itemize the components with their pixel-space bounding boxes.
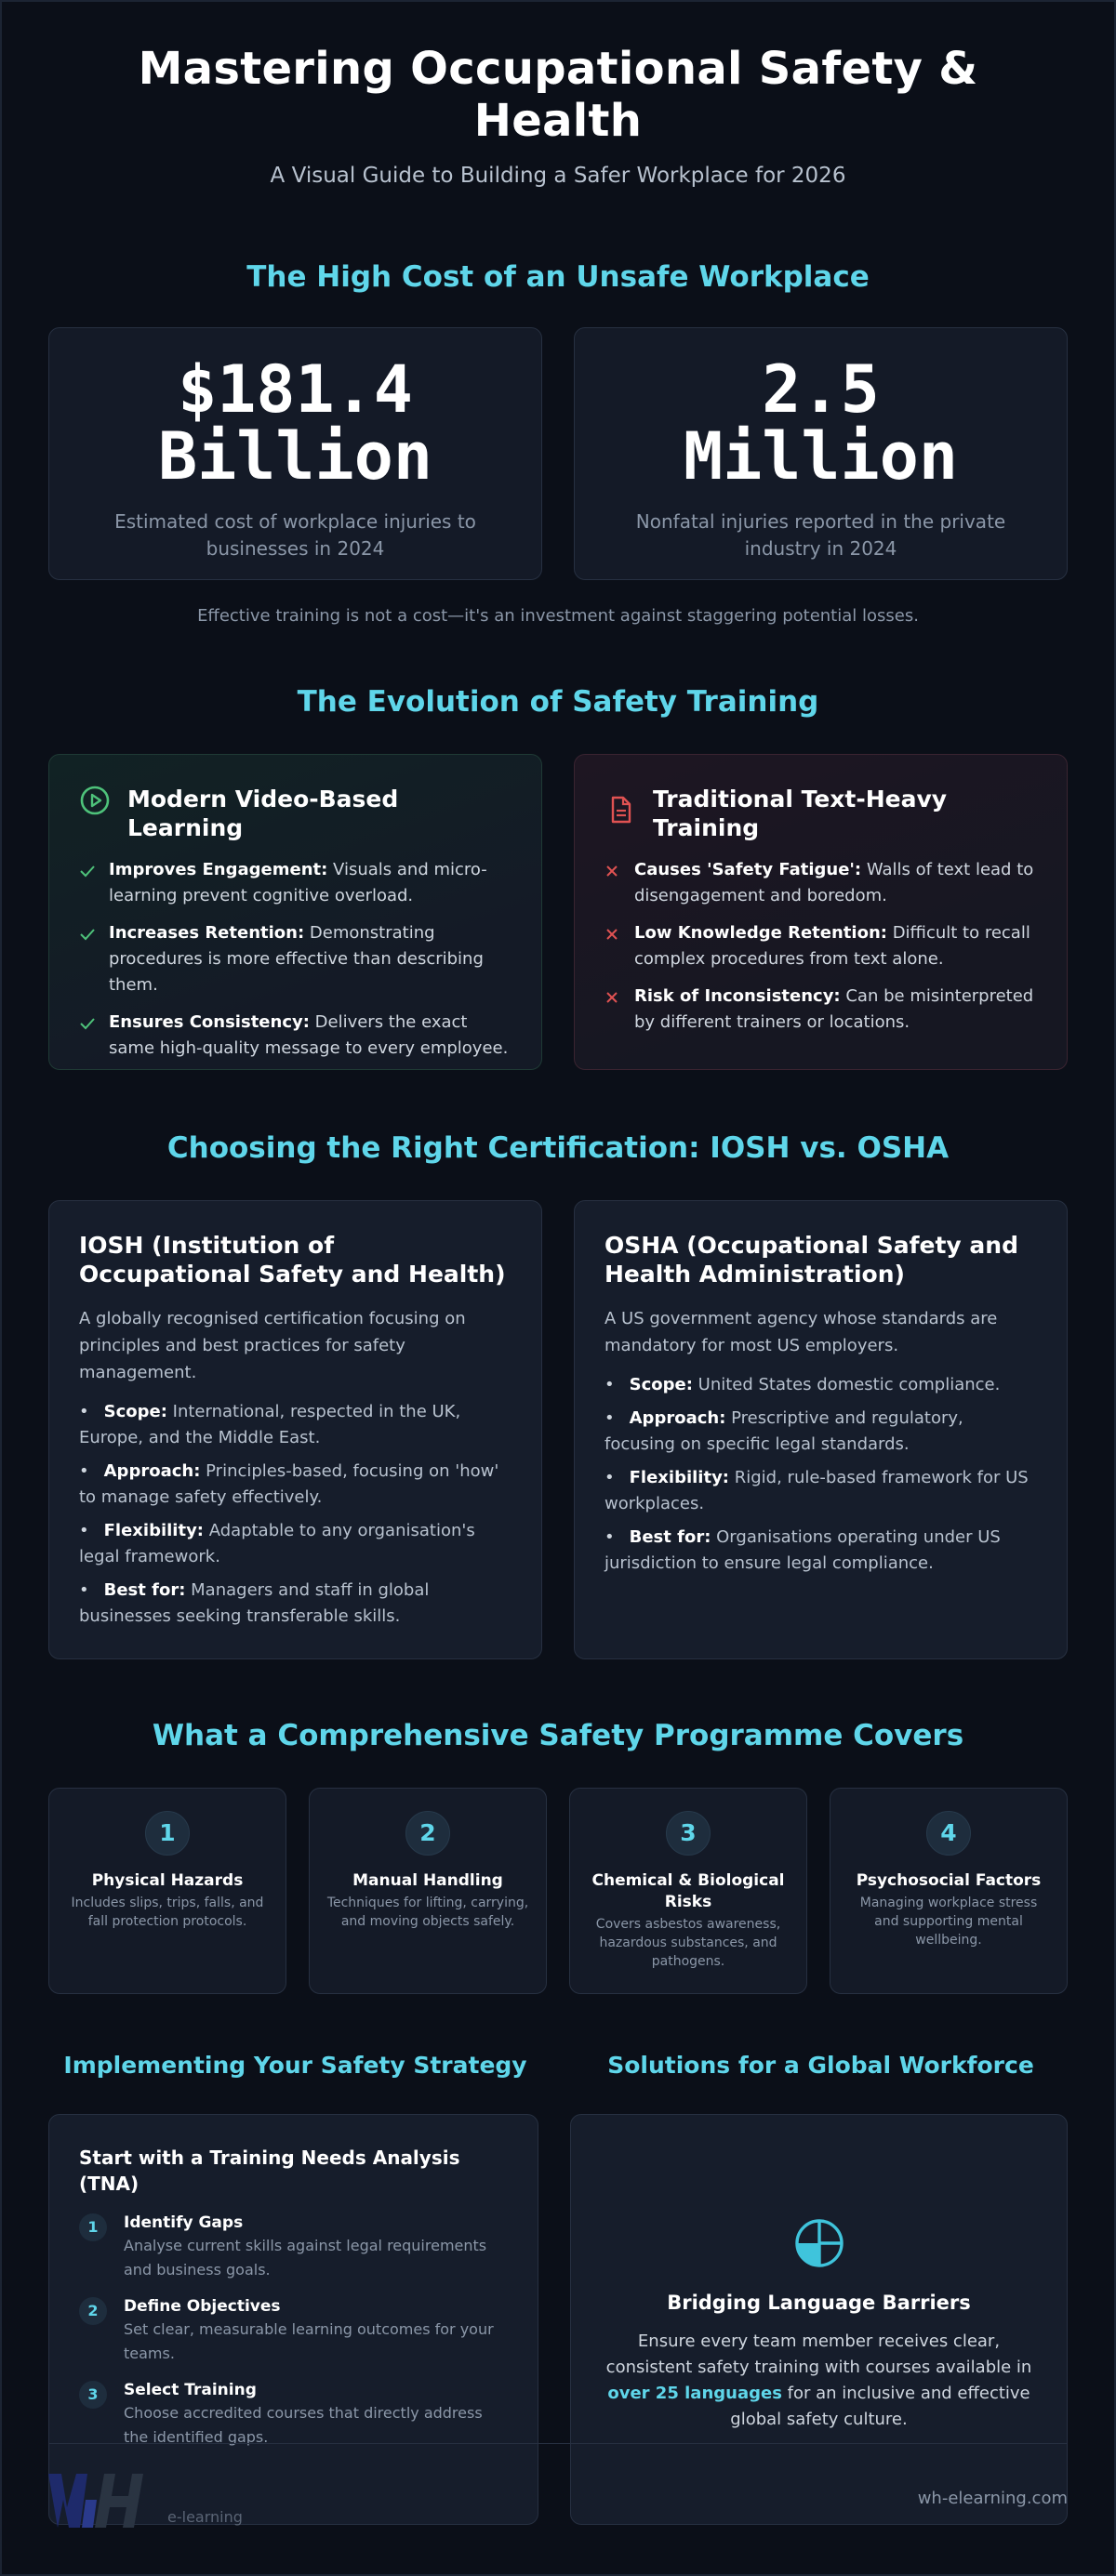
cost-stats-row [48, 327, 1068, 580]
card-description: A globally recognised certification focusing on principles and best practices for safety management. [79, 1309, 466, 1382]
global-section-title: Solutions for a Global Workforce [607, 2052, 1034, 2079]
programme-card-manual [309, 1788, 547, 1994]
step-item [79, 2379, 508, 2450]
programme-card-desc: Covers asbestos awareness, hazardous substances, and pathogens. [595, 1917, 781, 1969]
certification-section-title: Choosing the Right Certification: IOSH vs. OSHA [166, 1131, 950, 1165]
certification-row [48, 1200, 1068, 1659]
card-heading: Bridging Language Barriers [667, 2292, 971, 2314]
programme-card-title: Physical Hazards [91, 1871, 244, 1890]
step-desc: Analyse current skills against legal requirements and business goals. [124, 2237, 487, 2279]
item-bold: Flexibility: [629, 1468, 730, 1487]
list-item [604, 1465, 1037, 1517]
strategy-section-title: Implementing Your Safety Strategy [63, 2052, 527, 2079]
programme-card-desc: Managing workplace stress and supporting mental wellbeing. [859, 1896, 1038, 1948]
item-text: Principles-based, focusing on 'how' to manage safety effectively. [79, 1461, 499, 1507]
number-badge: 1 [145, 1811, 190, 1856]
text-before: Ensure every team member receives clear, consistent safety training with courses available in [605, 2332, 1032, 2377]
programme-section-title: What a Comprehensive Safety Programme Covers [152, 1719, 964, 1752]
list-item [79, 1518, 512, 1570]
step-desc: Set clear, measurable learning outcomes for your teams. [124, 2320, 494, 2362]
number-badge: 4 [926, 1811, 971, 1856]
item-text: Managers and staff in global businesses seeking transferable skills. [79, 1580, 430, 1626]
card-header [79, 785, 512, 842]
stat-value-line1: 2.5 [762, 351, 880, 428]
item-bold: Risk of Inconsistency: [634, 986, 841, 1006]
item-text: Rigid, rule-based framework for US workplaces. [604, 1468, 1029, 1513]
list-item [79, 1459, 512, 1511]
check-icon [79, 857, 98, 909]
text-after: for an inclusive and effective global safety culture. [730, 2384, 1030, 2429]
modern-training-card [48, 754, 542, 1070]
card-heading: IOSH (Institution of Occupational Safety and Health) [79, 1232, 506, 1288]
company-logo[interactable] [48, 2472, 243, 2530]
programme-card-physical [48, 1788, 286, 1994]
item-text: Visuals and micro-learning prevent cognitive overload. [109, 860, 487, 905]
stat-value-line1: $181.4 [178, 351, 413, 428]
feature-list [79, 1399, 512, 1630]
card-text [604, 2329, 1033, 2433]
item-text: Demonstrating procedures is more effective than describing them. [109, 923, 484, 995]
list-item [604, 920, 1037, 972]
stat-label: Estimated cost of workplace injuries to businesses in 2024 [114, 510, 476, 560]
item-bold: Approach: [629, 1408, 726, 1428]
item-text: International, respected in the UK, Europe, and the Middle East. [79, 1402, 461, 1447]
list-item [79, 1578, 512, 1630]
step-item [79, 2212, 508, 2282]
step-title: Define Objectives [124, 2297, 281, 2316]
item-bold: Best for: [103, 1580, 186, 1600]
stat-value-line2: Billion [157, 418, 432, 495]
card-description: A US government agency whose standards are mandatory for most US employers. [604, 1309, 998, 1355]
wh-logo-icon [48, 2472, 171, 2530]
item-bold: Flexibility: [103, 1521, 205, 1540]
programme-card-desc: Techniques for lifting, carrying, and moving objects safely. [326, 1896, 529, 1929]
page-title: Mastering Occupational Safety & Health [138, 43, 978, 147]
check-icon [79, 920, 98, 998]
cost-note: Effective training is not a cost—it's an investment against staggering potential losses. [197, 606, 919, 626]
cross-icon [604, 920, 623, 972]
item-bold: Scope: [629, 1375, 693, 1394]
feature-list [604, 1372, 1037, 1577]
osha-card [574, 1200, 1068, 1659]
item-text: Organisations operating under US jurisdiction to ensure legal compliance. [604, 1527, 1001, 1573]
item-bold: Approach: [103, 1461, 201, 1481]
item-text: United States domestic compliance. [692, 1375, 1001, 1394]
language-count-highlight: over 25 languages [607, 2384, 782, 2403]
item-bold: Low Knowledge Retention: [634, 923, 887, 943]
stat-card-injuries [574, 327, 1068, 580]
list-item [604, 1525, 1037, 1577]
footer [48, 2443, 1068, 2536]
list-item [79, 1399, 512, 1451]
cross-icon [604, 984, 623, 1036]
step-title: Select Training [124, 2381, 257, 2399]
stat-value [49, 351, 541, 495]
item-text: Delivers the exact same high-quality message to every employee. [109, 1012, 509, 1058]
card-heading: Start with a Training Needs Analysis (TNA) [79, 2147, 460, 2195]
programme-card-title: Chemical & Biological Risks [591, 1871, 785, 1911]
benefits-list [79, 857, 512, 1062]
item-bold: Causes 'Safety Fatigue': [634, 860, 862, 879]
list-item [79, 920, 512, 998]
item-text: Adaptable to any organisation's legal framework. [79, 1521, 475, 1566]
iosh-card [48, 1200, 542, 1659]
step-item [79, 2295, 508, 2366]
stat-card-cost [48, 327, 542, 580]
item-text: Prescriptive and regulatory, focusing on specific legal standards. [604, 1408, 963, 1454]
play-circle-icon [79, 785, 111, 816]
item-bold: Best for: [629, 1527, 711, 1547]
item-bold: Ensures Consistency: [109, 1012, 310, 1032]
list-item [604, 1372, 1037, 1398]
check-icon [79, 1010, 98, 1062]
stat-value-line2: Million [683, 418, 958, 495]
logo-text: e-learning [167, 2508, 243, 2526]
steps-list [79, 2212, 508, 2450]
list-item [604, 1406, 1037, 1458]
step-number: 1 [79, 2213, 107, 2241]
step-number: 2 [79, 2297, 107, 2325]
programme-card-title: Manual Handling [352, 1871, 503, 1890]
card-heading: OSHA (Occupational Safety and Health Administration) [604, 1232, 1018, 1288]
item-text: Can be misinterpreted by different trainers or locations. [634, 986, 1034, 1032]
cost-section-title: The High Cost of an Unsafe Workplace [246, 260, 870, 294]
card-heading: Traditional Text-Heavy Training [653, 786, 948, 841]
list-item [604, 857, 1037, 909]
sub-section-titles [48, 2052, 1068, 2079]
number-badge: 2 [405, 1811, 450, 1856]
number-badge: 3 [666, 1811, 711, 1856]
globe-segment-icon [793, 2217, 845, 2269]
list-item [79, 1010, 512, 1062]
drawbacks-list [604, 857, 1037, 1036]
page-subtitle: A Visual Guide to Building a Safer Workplace for 2026 [270, 164, 846, 188]
item-bold: Increases Retention: [109, 923, 305, 943]
traditional-training-card [574, 754, 1068, 1070]
stat-label: Nonfatal injuries reported in the private industry in 2024 [635, 510, 1006, 560]
programme-card-chemical [569, 1788, 807, 1994]
evolution-section-title: The Evolution of Safety Training [297, 685, 819, 719]
item-text: Walls of text lead to disengagement and boredom. [634, 860, 1034, 905]
step-number: 3 [79, 2381, 107, 2409]
programme-card-title: Psychosocial Factors [856, 1871, 1042, 1890]
card-heading: Modern Video-Based Learning [127, 786, 399, 841]
item-bold: Scope: [103, 1402, 167, 1421]
programme-card-desc: Includes slips, trips, falls, and fall protection protocols. [71, 1896, 264, 1929]
item-bold: Improves Engagement: [109, 860, 328, 879]
evolution-row [48, 754, 1068, 1070]
stat-value [575, 351, 1067, 495]
list-item [604, 984, 1037, 1036]
step-desc: Choose accredited courses that directly address the identified gaps. [124, 2404, 483, 2446]
programme-row [48, 1788, 1068, 1994]
programme-card-psychosocial [830, 1788, 1068, 1994]
hero-header [48, 2, 1068, 188]
step-title: Identify Gaps [124, 2213, 244, 2232]
card-header [604, 785, 1037, 842]
list-item [79, 857, 512, 909]
item-text: Difficult to recall complex procedures from text alone. [634, 923, 1030, 969]
website-link[interactable]: wh-elearning.com [917, 2489, 1068, 2508]
cross-icon [604, 857, 623, 909]
document-icon [604, 794, 636, 826]
